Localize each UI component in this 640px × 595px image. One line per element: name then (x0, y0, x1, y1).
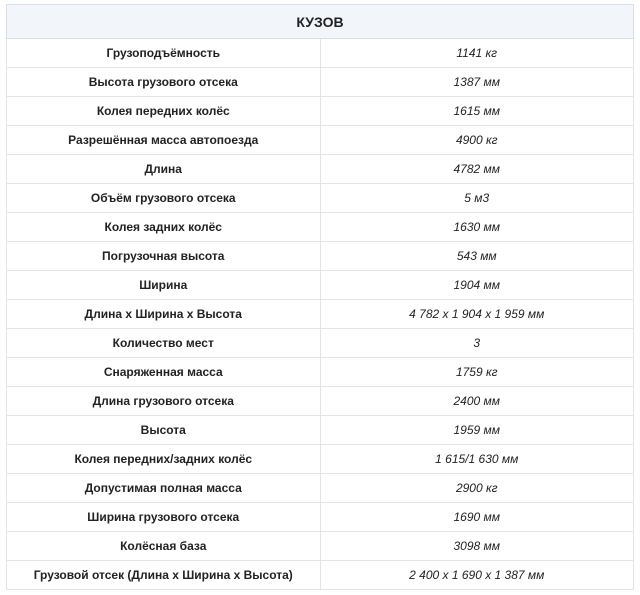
spec-label: Колея передних колёс (7, 97, 321, 126)
spec-value: 1904 мм (320, 271, 634, 300)
spec-value: 2900 кг (320, 474, 634, 503)
spec-label: Длина x Ширина x Высота (7, 300, 321, 329)
spec-value: 1690 мм (320, 503, 634, 532)
table-row (7, 416, 634, 445)
spec-value: 1630 мм (320, 213, 634, 242)
spec-value: 3098 мм (320, 532, 634, 561)
spec-value: 1759 кг (320, 358, 634, 387)
spec-label: Грузовой отсек (Длина x Ширина x Высота) (7, 561, 321, 590)
table-row (7, 445, 634, 474)
table-row (7, 387, 634, 416)
spec-label: Объём грузового отсека (7, 184, 321, 213)
spec-label: Ширина (7, 271, 321, 300)
spec-label: Количество мест (7, 329, 321, 358)
spec-value: 2400 мм (320, 387, 634, 416)
table-row (7, 68, 634, 97)
specs-body (7, 39, 634, 590)
table-row (7, 503, 634, 532)
table-row (7, 300, 634, 329)
spec-label: Снаряженная масса (7, 358, 321, 387)
table-row (7, 184, 634, 213)
spec-value: 4782 мм (320, 155, 634, 184)
spec-label: Допустимая полная масса (7, 474, 321, 503)
spec-value: 2 400 x 1 690 x 1 387 мм (320, 561, 634, 590)
table-row (7, 97, 634, 126)
spec-label: Грузоподъёмность (7, 39, 321, 68)
table-row (7, 126, 634, 155)
spec-label: Высота грузового отсека (7, 68, 321, 97)
table-row (7, 271, 634, 300)
table-row (7, 561, 634, 590)
table-row (7, 474, 634, 503)
spec-value: 3 (320, 329, 634, 358)
spec-label: Длина (7, 155, 321, 184)
spec-value: 1387 мм (320, 68, 634, 97)
spec-label: Колёсная база (7, 532, 321, 561)
table-row (7, 155, 634, 184)
table-header-row (7, 5, 634, 39)
table-row (7, 213, 634, 242)
table-row (7, 39, 634, 68)
spec-value: 1141 кг (320, 39, 634, 68)
spec-label: Длина грузового отсека (7, 387, 321, 416)
spec-value: 1615 мм (320, 97, 634, 126)
spec-label: Высота (7, 416, 321, 445)
spec-label: Колея передних/задних колёс (7, 445, 321, 474)
specs-table (6, 4, 634, 590)
spec-value: 4900 кг (320, 126, 634, 155)
spec-label: Разрешённая масса автопоезда (7, 126, 321, 155)
spec-value: 1 615/1 630 мм (320, 445, 634, 474)
table-row (7, 532, 634, 561)
section-title: КУЗОВ (7, 5, 634, 39)
table-row (7, 242, 634, 271)
spec-label: Ширина грузового отсека (7, 503, 321, 532)
spec-value: 4 782 x 1 904 x 1 959 мм (320, 300, 634, 329)
spec-value: 543 мм (320, 242, 634, 271)
spec-label: Колея задних колёс (7, 213, 321, 242)
table-row (7, 358, 634, 387)
spec-label: Погрузочная высота (7, 242, 321, 271)
spec-value: 1959 мм (320, 416, 634, 445)
spec-value: 5 м3 (320, 184, 634, 213)
table-row (7, 329, 634, 358)
